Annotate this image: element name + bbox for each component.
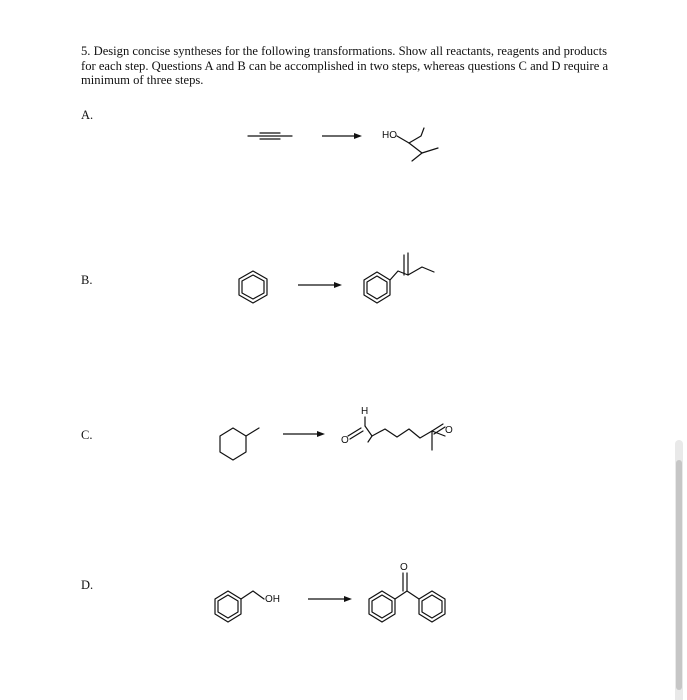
scrollbar-thumb[interactable] (676, 460, 682, 690)
part-c-label: C. (81, 428, 93, 442)
reaction-arrow-d (308, 596, 352, 602)
question-text: 5. Design concise syntheses for the following transformations. Show all reactants, reagents and products for each step. Questions A and B can be accomplished in two steps, whereas questions C and D require a minimum of three steps. (81, 44, 609, 88)
reactant-d-hydroxyl: OH (265, 594, 280, 605)
scheme-b (230, 245, 450, 305)
part-a-label: A. (81, 108, 94, 122)
tertiary-alcohol-product (382, 128, 438, 161)
product-c-hydrogen: H (361, 406, 369, 417)
product-c-ketone-oxygen: O (445, 425, 453, 436)
part-b-label: B. (81, 273, 93, 287)
benzene-reactant (239, 271, 267, 303)
product-d-ketone-oxygen: O (400, 562, 408, 573)
reaction-arrow-c (283, 431, 325, 437)
phenylethanol-reactant (215, 591, 280, 622)
reaction-arrow-b (298, 282, 342, 288)
scheme-a (240, 120, 460, 165)
product-c-aldehyde-oxygen: O (341, 435, 349, 446)
alkenyl-benzene-product (364, 253, 434, 303)
keto-aldehyde-product (341, 406, 453, 450)
reaction-arrow-a (322, 133, 362, 139)
alkyne-reactant (248, 133, 292, 139)
methylcyclohexane-reactant (220, 428, 259, 460)
scheme-c (215, 402, 475, 467)
part-d-label: D. (81, 578, 94, 592)
dibenzyl-ketone-product (369, 562, 445, 622)
scrollbar[interactable] (675, 440, 683, 700)
product-a-hydroxyl: HO (382, 130, 397, 141)
scheme-d (212, 555, 472, 630)
